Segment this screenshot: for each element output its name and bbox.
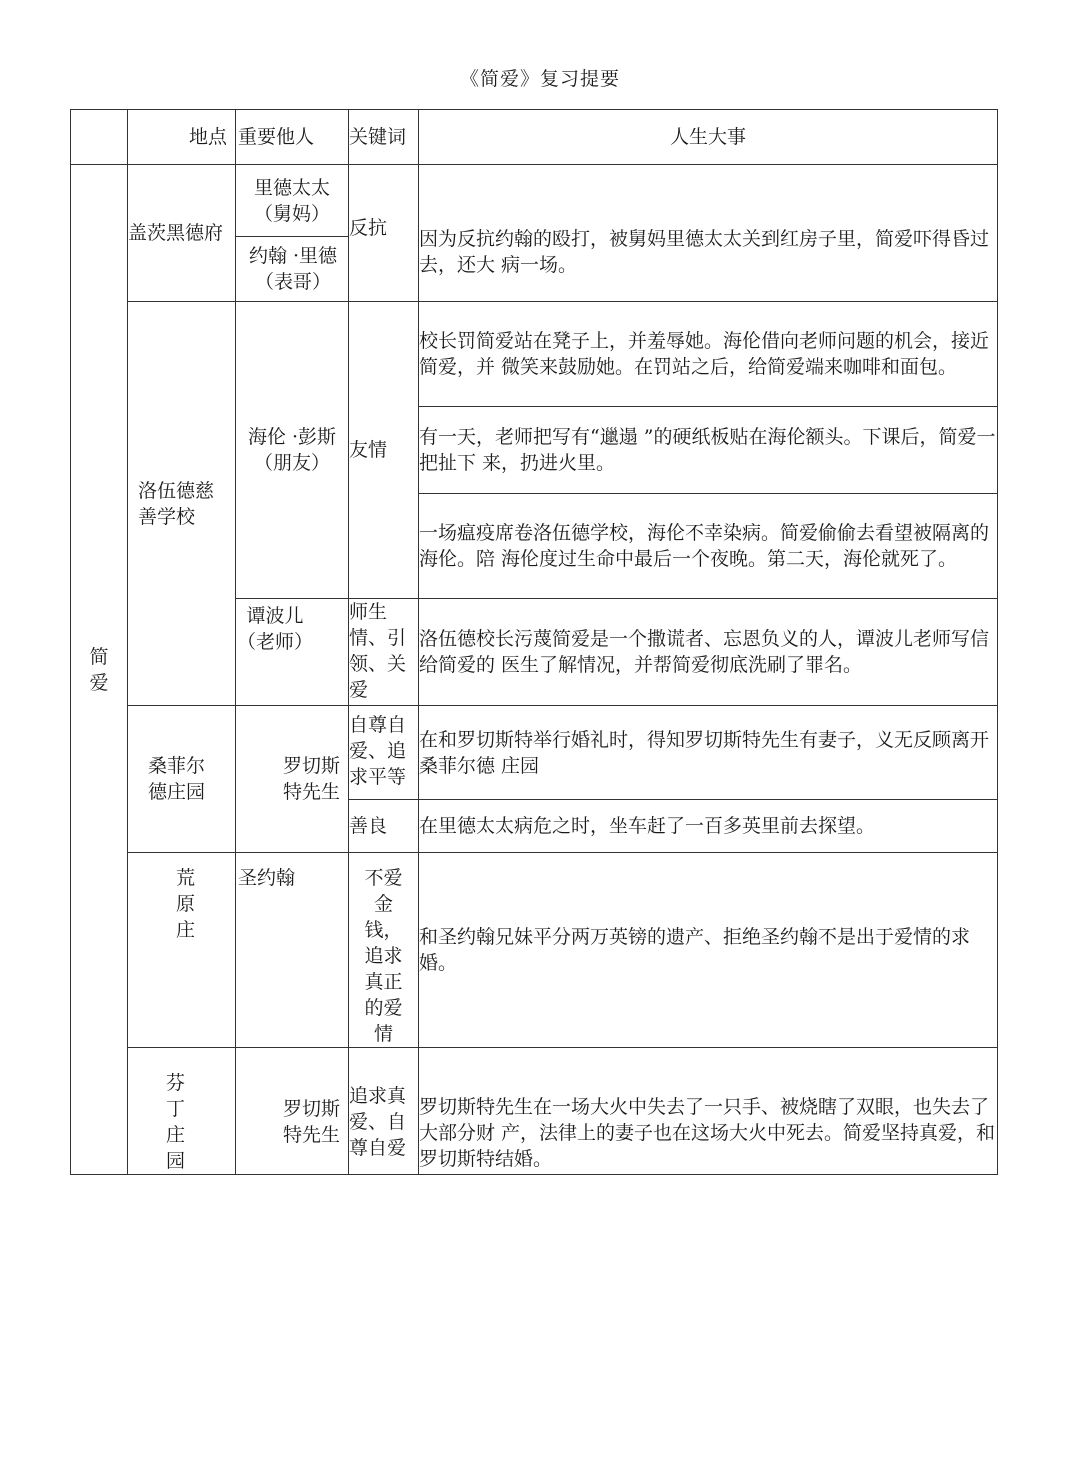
table-row bbox=[71, 853, 998, 1048]
location-cell: 荒原庄 bbox=[128, 853, 236, 1048]
keyword-cell: 反抗 bbox=[349, 165, 419, 302]
header-location: 地点 bbox=[128, 110, 236, 165]
person-cell: 里德太太（舅妈） bbox=[236, 165, 349, 237]
header-event: 人生大事 bbox=[419, 110, 998, 165]
event-cell: 有一天，老师把写有“邋遢 ”的硬纸板贴在海伦额头。下课后，简爱一把扯下 来，扔进火里。 bbox=[419, 407, 998, 494]
keyword-cell: 自尊自爱、追求平等 bbox=[349, 706, 419, 800]
header-keyword: 关键词 bbox=[349, 110, 419, 165]
review-table bbox=[70, 109, 998, 1175]
person-cell: 罗切斯特先生 bbox=[236, 1048, 349, 1175]
table-row bbox=[71, 302, 998, 407]
location-cell: 桑菲尔德庄园 bbox=[128, 706, 236, 853]
keyword-cell: 不爱金钱，追求真正的爱情 bbox=[364, 867, 403, 1045]
event-cell: 因为反抗约翰的殴打，被舅妈里德太太关到红房子里，简爱吓得昏过去，还大 病一场。 bbox=[419, 165, 998, 302]
header-blank bbox=[71, 110, 128, 165]
event-cell: 罗切斯特先生在一场大火中失去了一只手、被烧瞎了双眼，也失去了大部分财 产，法律上的妻子也在这场大火中死去。简爱坚持真爱，和罗切斯特结婚。 bbox=[419, 1048, 998, 1175]
person-cell: 海伦 ·彭斯（朋友） bbox=[236, 302, 349, 599]
person-cell: 约翰 ·里德（表哥） bbox=[236, 237, 349, 302]
table-row bbox=[71, 165, 998, 237]
location-cell: 盖茨黑德府 bbox=[128, 165, 236, 302]
header-row bbox=[71, 110, 998, 165]
location-cell: 洛伍德慈善学校 bbox=[128, 302, 236, 706]
table-row bbox=[71, 706, 998, 800]
keyword-cell: 师生情、引领、关爱 bbox=[349, 599, 419, 706]
person-cell: 谭波儿（老师） bbox=[236, 599, 349, 706]
person-cell: 圣约翰 bbox=[236, 853, 349, 1048]
protagonist-cell: 简爱 bbox=[89, 645, 109, 694]
event-cell: 一场瘟疫席卷洛伍德学校，海伦不幸染病。简爱偷偷去看望被隔离的海伦。陪 海伦度过生命中最后一个夜晚。第二天，海伦就死了。 bbox=[419, 494, 998, 599]
keyword-cell: 友情 bbox=[349, 302, 419, 599]
keyword-cell: 追求真爱、自尊自爱 bbox=[349, 1048, 419, 1175]
event-cell: 和圣约翰兄妹平分两万英镑的遗产、拒绝圣约翰不是出于爱情的求婚。 bbox=[419, 853, 998, 1048]
table-row bbox=[71, 1048, 998, 1175]
header-person: 重要他人 bbox=[236, 110, 349, 165]
keyword-cell: 善良 bbox=[349, 800, 419, 853]
event-cell: 在和罗切斯特举行婚礼时，得知罗切斯特先生有妻子，义无反顾离开桑菲尔德 庄园 bbox=[419, 706, 998, 800]
page-title: 《简爱》复习提要 bbox=[459, 68, 620, 90]
event-cell: 在里德太太病危之时，坐车赶了一百多英里前去探望。 bbox=[419, 800, 998, 853]
event-cell: 校长罚简爱站在凳子上，并羞辱她。海伦借向老师问题的机会，接近简爱，并 微笑来鼓励她。在罚站之后，给简爱端来咖啡和面包。 bbox=[419, 302, 998, 407]
person-cell: 罗切斯特先生 bbox=[236, 706, 349, 853]
event-cell: 洛伍德校长污蔑简爱是一个撒谎者、忘恩负义的人，谭波儿老师写信给简爱的 医生了解情况，并帮简爱彻底洗刷了罪名。 bbox=[419, 599, 998, 706]
location-cell: 芬丁庄园 bbox=[128, 1048, 236, 1175]
